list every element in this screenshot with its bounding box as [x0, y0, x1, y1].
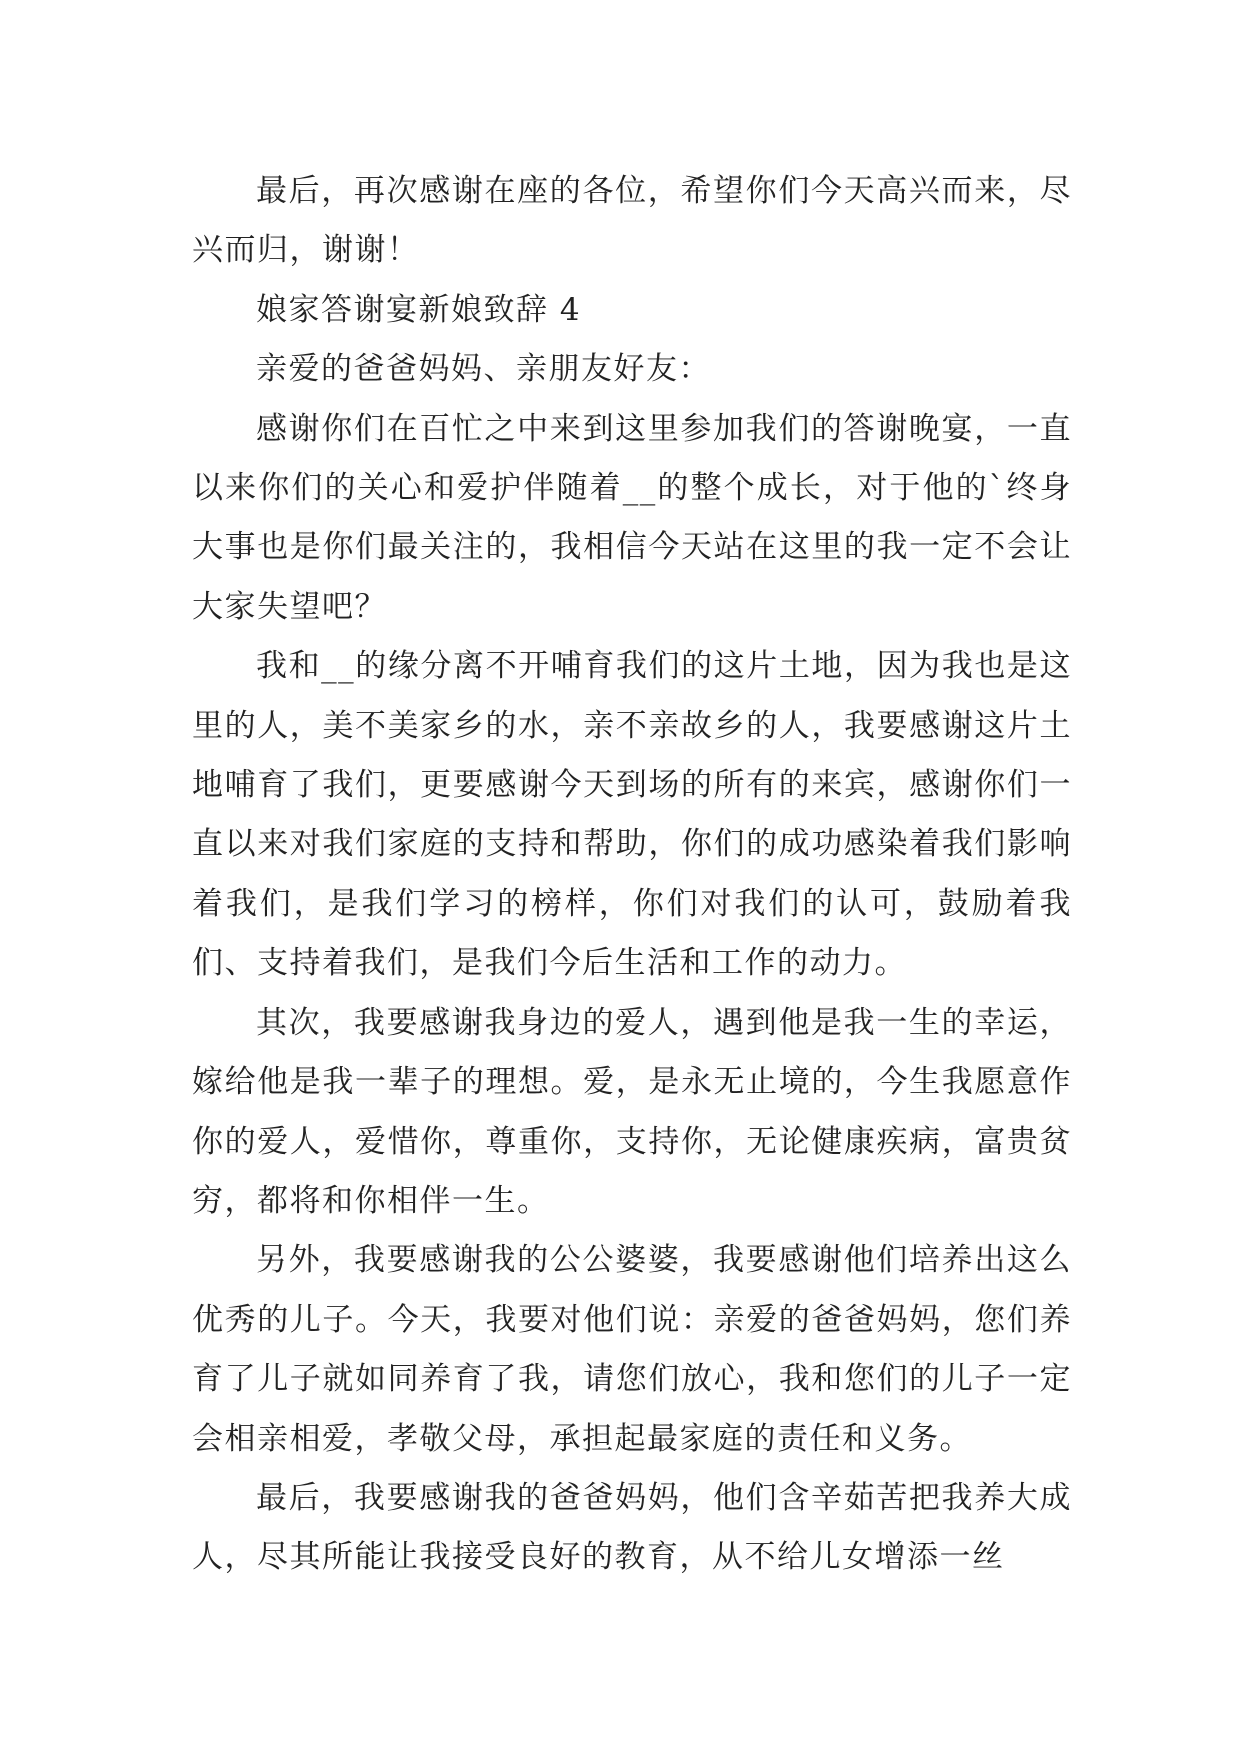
paragraph-spouse: 其次，我要感谢我身边的爱人，遇到他是我一生的幸运，嫁给他是我一辈子的理想。爱，是永无止境的，今生我愿意作你的爱人，爱惜你，尊重你，支持你，无论健康疾病，富贵贫穷，都将和你相伴一生。 — [192, 1004, 1072, 1219]
paragraph-closing-thanks: 最后，再次感谢在座的各位，希望你们今天高兴而来，尽兴而归，谢谢！ — [192, 173, 1072, 269]
salutation: 亲爱的爸爸妈妈、亲朋友好友： — [256, 351, 711, 388]
paragraph-opening-thanks: 感谢你们在百忙之中来到这里参加我们的答谢晚宴，一直以来你们的关心和爱护伴随着__的整个成长，对于他的`终身大事也是你们最关注的，我相信今天站在这里的我一定不会让大家失望吧？ — [192, 410, 1072, 625]
paragraph-in-laws: 另外，我要感谢我的公公婆婆，我要感谢他们培养出这么优秀的儿子。今天，我要对他们说：亲爱的爸爸妈妈，您们养育了儿子就如同养育了我，请您们放心，我和您们的儿子一定会相亲相爱，孝敬父母，承担起最家庭的责任和义务。 — [192, 1242, 1072, 1457]
section-heading: 娘家答谢宴新娘致辞 4 — [256, 291, 582, 328]
document-body — [192, 162, 1072, 1588]
paragraph-hometown: 我和__的缘分离不开哺育我们的这片土地，因为我也是这里的人，美不美家乡的水，亲不亲故乡的人，我要感谢这片土地哺育了我们，更要感谢今天到场的所有的来宾，感谢你们一直以来对我们家庭的支持和帮助，你们的成功感染着我们影响着我们，是我们学习的榜样，你们对我们的认可，鼓励着我们、支持着我们，是我们今后生活和工作的动力。 — [192, 648, 1072, 982]
paragraph-parents: 最后，我要感谢我的爸爸妈妈，他们含辛茹苦把我养大成人，尽其所能让我接受良好的教育，从不给儿女增添一丝 — [192, 1479, 1072, 1576]
